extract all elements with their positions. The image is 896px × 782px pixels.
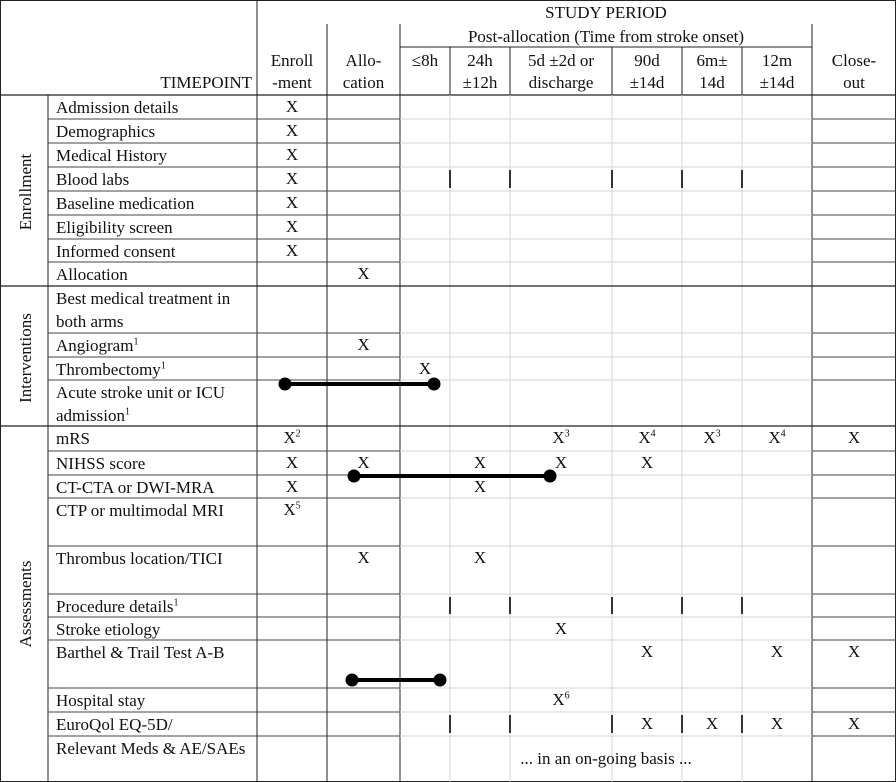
row-label-text: NIHSS score: [56, 454, 146, 473]
mark-text: X: [285, 193, 299, 212]
row-label: [56, 689, 254, 712]
col-header-m12-line2: ±14d: [759, 73, 795, 92]
mark-text: X: [554, 453, 568, 472]
row-label-text: Blood labs: [56, 170, 130, 189]
mark-alloc: [344, 453, 384, 473]
col-header-le8h-line1: ≤8h: [411, 51, 439, 70]
col-header-m12-line1: 12m: [761, 51, 793, 70]
mark-text: X: [285, 217, 299, 236]
row-label: [56, 713, 254, 736]
mark-d5: [541, 690, 581, 710]
bar-end-hospital-stay: [434, 674, 447, 687]
mark-text: X: [847, 714, 861, 733]
bar-end-acute-stroke-unit: [428, 378, 441, 391]
mark-footnote: 6: [564, 690, 570, 702]
mark-footnote: 3: [715, 428, 721, 440]
mark-text: X: [357, 453, 370, 472]
col-header-d90-line1: 90d: [634, 51, 660, 70]
mark-text: X: [554, 619, 568, 638]
row-label: [56, 168, 254, 191]
mark-enroll: [272, 145, 312, 165]
section-label-interventions: Interventions: [16, 313, 35, 403]
col-header-alloc-line2: cation: [342, 73, 385, 92]
bar-start-hospital-stay: [346, 674, 359, 687]
mark-d5: [541, 453, 581, 473]
row-label-text: Best medical treatment in both arms: [56, 289, 231, 331]
row-label-text: Eligibility screen: [56, 218, 173, 237]
mark-text: X: [285, 97, 299, 116]
mark-text: X: [705, 714, 719, 733]
mark-m12: [757, 714, 797, 734]
mark-enroll: [272, 121, 312, 141]
row-label-text: Stroke etiology: [56, 620, 161, 639]
mark-text: X: [285, 169, 299, 188]
row-label: [56, 618, 254, 641]
mark-d90: [627, 453, 667, 473]
mark-text: X: [768, 428, 781, 447]
mark-m6: [692, 428, 732, 448]
mark-alloc: [344, 335, 384, 355]
row-label-footnote: 1: [124, 406, 130, 418]
row-label: [56, 192, 254, 215]
row-label-text: Baseline medication: [56, 194, 195, 213]
mark-text: X: [473, 548, 487, 567]
row-label-text: Admission details: [56, 98, 179, 117]
row-label-text: Allocation: [56, 265, 128, 284]
row-label: [56, 641, 254, 664]
row-label: [56, 263, 254, 286]
mark-enroll: [272, 453, 312, 473]
row-label: [56, 547, 254, 570]
mark-footnote: 3: [564, 428, 570, 440]
mark-text: X: [357, 548, 370, 567]
row-label-footnote: 1: [173, 597, 179, 609]
mark-enroll: [272, 500, 312, 520]
col-header-m6-line1: 6m±: [696, 51, 728, 70]
row-label-text: Barthel & Trail Test A-B: [56, 643, 225, 662]
mark-h24: [460, 548, 500, 568]
row-label-footnote: 1: [160, 360, 166, 372]
row-label-text: CTP or multimodal MRI: [56, 501, 224, 520]
mark-m12: [757, 428, 797, 448]
mark-text: X: [357, 264, 370, 283]
mark-text: X: [640, 714, 654, 733]
col-header-h24-line2: ±12h: [462, 73, 498, 92]
row-label-text: Angiogram: [56, 336, 134, 355]
mark-text: X: [418, 359, 432, 378]
col-header-close-line2: out: [843, 73, 865, 92]
col-header-d5-line2: discharge: [528, 73, 594, 92]
col-header-d5-line1: 5d ±2d or: [528, 51, 594, 70]
mark-text: X: [770, 642, 784, 661]
row-label: [56, 476, 254, 499]
mark-alloc: [344, 548, 384, 568]
row-label: [56, 287, 254, 333]
mark-close: [834, 428, 874, 448]
mark-le8h: [405, 359, 445, 379]
row-label: [56, 737, 254, 760]
mark-text: X: [552, 428, 565, 447]
row-label-text: Acute stroke unit or ICU admission: [56, 383, 226, 425]
mark-enroll: [272, 193, 312, 213]
mark-close: [834, 714, 874, 734]
row-label-text: Hospital stay: [56, 691, 146, 710]
row-label: [56, 381, 254, 427]
mark-text: X: [357, 335, 370, 354]
mark-d90: [627, 428, 667, 448]
col-header-enroll-line2: -ment: [272, 73, 312, 92]
row-label: [56, 595, 254, 618]
mark-enroll: [272, 217, 312, 237]
mark-text: X: [640, 453, 654, 472]
row-label-text: Demographics: [56, 122, 156, 141]
row-label: [56, 334, 254, 357]
mark-text: X: [638, 428, 651, 447]
row-label-text: Medical History: [56, 146, 167, 165]
row-label: [56, 96, 254, 119]
row-label: [56, 216, 254, 239]
row-label-text: mRS: [56, 429, 91, 448]
mark-text: X: [473, 453, 487, 472]
study-period-header: STUDY PERIOD: [545, 3, 667, 22]
mark-text: X: [285, 477, 299, 496]
bar-start-acute-stroke-unit: [279, 378, 292, 391]
col-header-enroll-line1: Enroll: [270, 51, 314, 70]
row-label: [56, 120, 254, 143]
col-header-close-line1: Close-: [831, 51, 877, 70]
mark-enroll: [272, 477, 312, 497]
section-label-assessments: Assessments: [16, 560, 35, 648]
timepoint-header: TIMEPOINT: [160, 73, 252, 92]
row-label-footnote: 1: [133, 336, 139, 348]
mark-text: X: [283, 500, 296, 519]
mark-m12: [757, 642, 797, 662]
row-label-text: Relevant Meds & AE/SAEs: [56, 739, 246, 758]
mark-d5: [541, 428, 581, 448]
mark-footnote: 2: [295, 428, 301, 440]
row-label-text: EuroQol EQ-5D/: [56, 715, 173, 734]
mark-text: X: [847, 428, 861, 447]
mark-h24: [460, 477, 500, 497]
mark-h24: [460, 453, 500, 473]
post-allocation-header: Post-allocation (Time from stroke onset): [467, 27, 745, 46]
mark-text: X: [285, 121, 299, 140]
mark-footnote: 4: [780, 428, 786, 440]
row-label-text: Thrombectomy: [56, 360, 161, 379]
ongoing-note: ... in an on-going basis ...: [520, 749, 692, 768]
mark-text: X: [640, 642, 654, 661]
mark-text: X: [770, 714, 784, 733]
mark-text: X: [552, 690, 565, 709]
col-header-m6-line2: 14d: [699, 73, 725, 92]
mark-text: X: [285, 453, 299, 472]
mark-enroll: [272, 169, 312, 189]
mark-m6: [692, 714, 732, 734]
row-label-text: CT-CTA or DWI-MRA: [56, 478, 215, 497]
row-label-text: Thrombus location/TICI: [56, 549, 223, 568]
row-label: [56, 144, 254, 167]
mark-text: X: [285, 241, 299, 260]
col-header-alloc-line1: Allo-: [345, 51, 382, 70]
col-header-d90-line2: ±14d: [629, 73, 665, 92]
col-header-h24-line1: 24h: [467, 51, 493, 70]
mark-text: X: [283, 428, 296, 447]
mark-text: X: [473, 477, 487, 496]
mark-d90: [627, 714, 667, 734]
mark-d5: [541, 619, 581, 639]
mark-text: X: [847, 642, 861, 661]
row-label-text: Procedure details: [56, 597, 174, 616]
row-label: [56, 240, 254, 263]
mark-footnote: 5: [295, 500, 301, 512]
row-label: [56, 427, 254, 450]
mark-alloc: [344, 264, 384, 284]
section-label-enrollment: Enrollment: [16, 153, 35, 231]
mark-enroll: [272, 241, 312, 261]
mark-enroll: [272, 428, 312, 448]
row-label: [56, 499, 254, 522]
mark-close: [834, 642, 874, 662]
mark-text: X: [703, 428, 716, 447]
mark-footnote: 4: [650, 428, 656, 440]
row-label: [56, 452, 254, 475]
mark-text: X: [285, 145, 299, 164]
row-label-text: Informed consent: [56, 242, 176, 261]
mark-d90: [627, 642, 667, 662]
mark-enroll: [272, 97, 312, 117]
row-label: [56, 358, 254, 381]
